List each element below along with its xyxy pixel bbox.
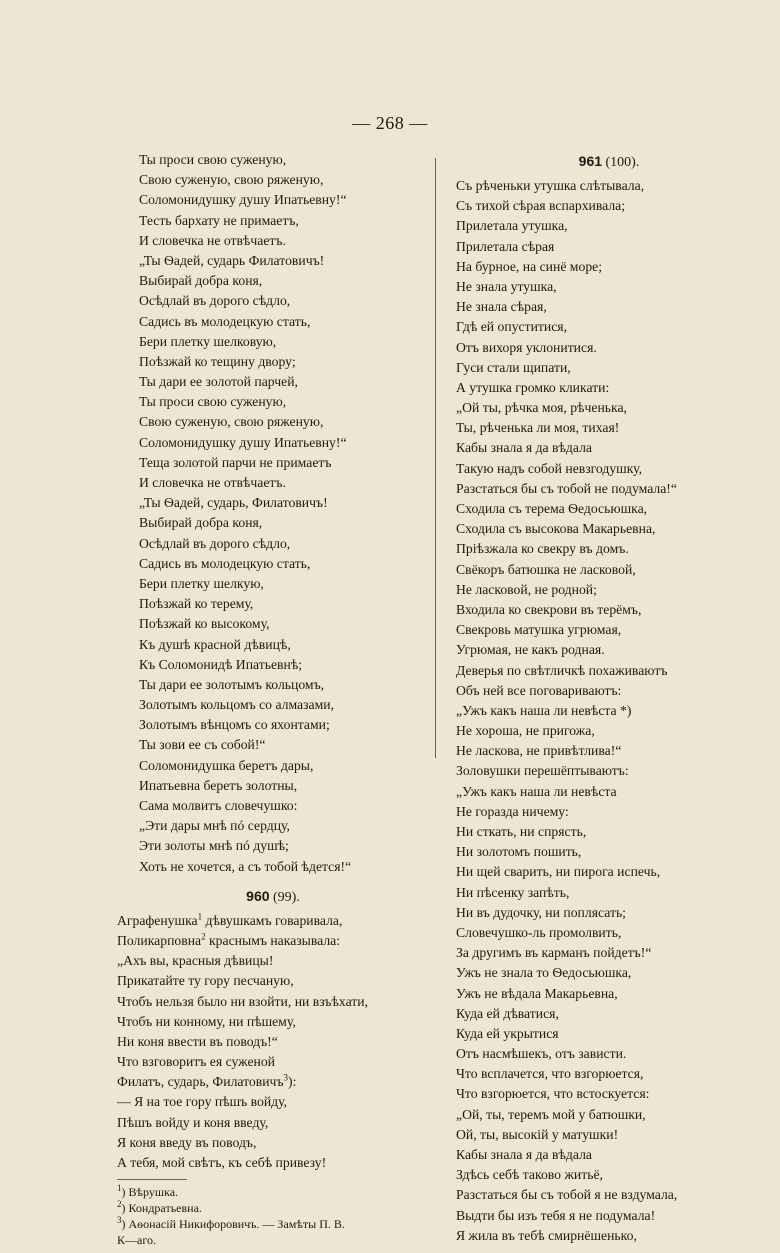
verse-line: „Ой, ты, теремъ мой у батюшки, — [456, 1106, 646, 1122]
verse-text-rest: дѣвушкамъ говаривала, — [202, 912, 343, 928]
verse-line: Ни щей сварить, ни пирога испечь, — [456, 864, 661, 880]
verse-line: И словечка не отвѣчаетъ. — [139, 475, 286, 490]
footnote-text: К—аго. — [117, 1233, 156, 1248]
footnote-text: ) Аѳонасій Никифоровичъ. — Замѣты П. В. — [121, 1217, 345, 1232]
verse-line: Ты проси свою суженую, — [139, 394, 287, 410]
verse-line — [117, 1133, 429, 1153]
verse-text: А тебя, мой свѣтъ, къ себѣ привезу! — [117, 1155, 327, 1170]
verse-line: Ни въ дудочку, ни поплясать; — [456, 904, 626, 920]
verse-line: А утушка громко кликати: — [456, 379, 610, 395]
left-column — [117, 150, 429, 1248]
verse-line: Съ рѣченьки утушка слѣтывала, — [456, 178, 645, 193]
verse-line: Куда ей дѣватися, — [456, 1005, 559, 1021]
footnote-text: ) Кондратьевна. — [121, 1201, 202, 1216]
verse-line: Угрюмая, не какъ родная. — [456, 642, 605, 658]
footnote-text: ) Вѣрушка. — [121, 1185, 179, 1200]
verse-line: Ипатьевна беретъ золотны, — [139, 777, 298, 793]
verse-line: Соломонидушка беретъ дары, — [139, 757, 314, 773]
verse-line: Объ ней все поговариваютъ: — [456, 682, 622, 698]
poem-continuation — [117, 150, 429, 877]
footnote-number: 3 — [117, 1215, 122, 1226]
footnote-mark: 2 — [201, 931, 206, 942]
poem-number: 961 — [578, 153, 603, 169]
verse-line: Сходила съ высокова Макарьевна, — [456, 521, 656, 537]
verse-line: Къ Соломонидѣ Ипатьевнѣ; — [139, 656, 303, 672]
verse-line: Куда ей укрытися — [456, 1025, 559, 1041]
verse-line: Не ласкова, не привѣтлива!“ — [456, 743, 622, 759]
verse-line — [117, 931, 429, 951]
footnotes — [117, 1184, 429, 1248]
verse-line: Не хороша, не пригожа, — [456, 723, 595, 739]
verse-line: „Ой ты, рѣчка моя, рѣченька, — [456, 400, 627, 416]
verse-line: Свою суженую, свою ряженую, — [139, 414, 324, 430]
verse-line: Прилетала сѣрая — [456, 238, 555, 254]
verse-line: Садись въ молодецкую стать, — [139, 313, 311, 329]
verse-line: Гдѣ ей опуститися, — [456, 319, 568, 335]
verse-line: Не горазда ничему: — [456, 803, 569, 819]
verse-text: Филатъ, сударь, Филатовичъ — [117, 1074, 284, 1090]
verse-line: Поѣзжай ко терему, — [139, 596, 254, 612]
verse-line: „Ужъ какъ наша ли невѣста — [456, 783, 617, 799]
verse-line: Кабы знала я да вѣдала — [456, 440, 592, 456]
footnote — [117, 1200, 429, 1216]
verse-line: Ужъ не вѣдала Макарьевна, — [456, 985, 618, 1001]
verse-line: Ты проси свою суженую, — [139, 152, 287, 167]
verse-line: Ни пѣсенку запѣть, — [456, 884, 570, 900]
verse-line: Словечушко-ль промолвить, — [456, 924, 622, 940]
verse-line: Ты, рѣченька ли моя, тихая! — [456, 420, 620, 436]
page-number: — 268 — — [352, 113, 428, 133]
verse-line: Я жила въ тебѣ смирнёшенько, — [456, 1227, 637, 1243]
verse-line: Ты дари ее золотой парчей, — [139, 374, 298, 390]
verse-line: И словечка не отвѣчаетъ. — [139, 232, 286, 248]
verse-line: Деверья по свѣтличкѣ похаживаютъ — [456, 662, 668, 678]
verse-line: Разстаться бы съ тобой я не вздумала, — [456, 1187, 678, 1203]
poem-960-heading — [117, 885, 429, 907]
verse-line — [117, 951, 429, 971]
verse-line: Поѣзжай ко тещину двору; — [139, 353, 296, 369]
verse-line: Къ душѣ красной дѣвицѣ, — [139, 636, 291, 652]
verse-text: Поликарповна — [117, 932, 202, 948]
poem-number: 960 — [246, 887, 270, 904]
verse-line: Выдти бы изъ тебя я не подумала! — [456, 1207, 656, 1223]
verse-line: Пріѣзжала ко свекру въ домъ. — [456, 541, 629, 557]
verse-line: Ты зови ее съ собой!“ — [139, 737, 266, 753]
verse-line: На бурное, на синё море; — [456, 258, 603, 274]
verse-line — [117, 971, 429, 991]
verse-line: Золовушки перешёптываютъ: — [456, 763, 629, 779]
footnote — [117, 1184, 429, 1200]
verse-text: — Я на тое гору пѣшъ войду, — [117, 1094, 288, 1110]
verse-line: Отъ вихоря уклонитися. — [456, 339, 597, 355]
verse-line: „Ты Ѳадей, сударь, Филатовичъ! — [139, 495, 328, 511]
poem-961-heading — [456, 150, 762, 172]
verse-line: Бери плетку шелковую, — [139, 333, 277, 349]
verse-text: Чтобъ нельзя было ни взойти, ни взъѣхати, — [117, 993, 369, 1009]
verse-line — [117, 1153, 429, 1173]
verse-line — [117, 1072, 429, 1092]
verse-line: Свекровь матушка угрюмая, — [456, 622, 622, 638]
verse-line: Выбирай добра коня, — [139, 515, 263, 531]
verse-text: Аграфенушка — [117, 912, 198, 928]
verse-text: Прикатайте ту гору песчаную, — [117, 973, 294, 989]
footnote-rule — [117, 1179, 187, 1180]
verse-line: Хоть не хочется, а съ тобой ѣдется!“ — [139, 858, 352, 874]
verse-text: Ни коня ввести въ поводъ!“ — [117, 1033, 278, 1049]
verse-line: Не знала утушка, — [456, 278, 557, 294]
poem-variant: (100). — [605, 155, 640, 170]
verse-text: Чтобъ ни конному, ни пѣшему, — [117, 1013, 296, 1029]
verse-line: Золотымъ вѣнцомъ со яхонтами; — [139, 717, 330, 733]
verse-line: Что взгорюется, что встоскуется: — [456, 1086, 650, 1102]
footnote-mark: 3 — [283, 1072, 289, 1083]
verse-line: Отъ насмѣшекъ, отъ зависти. — [456, 1046, 627, 1062]
verse-line: Тесть бархату не примаетъ, — [139, 212, 299, 228]
verse-text-rest: краснымъ наказывала: — [205, 932, 341, 948]
footnote — [117, 1232, 429, 1248]
verse-text-rest: ): — [288, 1074, 297, 1090]
verse-line: Садись въ молодецкую стать, — [139, 555, 311, 571]
verse-line: Ужъ не знала то Ѳедосьюшка, — [456, 965, 632, 981]
verse-line: Кабы знала я да вѣдала — [456, 1147, 592, 1162]
verse-line: Ты дари ее золотымъ кольцомъ, — [139, 676, 325, 692]
verse-line: Сходила съ терема Ѳедосьюшка, — [456, 501, 648, 516]
verse-line: Соломонидушку душу Ипатьевну!“ — [139, 192, 347, 208]
column-divider — [435, 158, 436, 758]
verse-line: Не ласковой, не родной; — [456, 581, 597, 597]
verse-line: Осѣдлай въ дорого сѣдло, — [139, 293, 291, 309]
footnote-mark: 1 — [197, 911, 203, 922]
footnote — [117, 1216, 429, 1232]
verse-line — [117, 1012, 429, 1032]
verse-line: „Ужъ какъ наша ли невѣста *) — [456, 702, 632, 718]
verse-line — [117, 1092, 429, 1112]
verse-line — [117, 1052, 429, 1072]
verse-line: Входила ко свекрови въ терёмъ, — [456, 601, 642, 617]
verse-line: „Эти дары мнѣ пó сердцу, — [139, 818, 290, 834]
verse-line: „Ты Ѳадей, сударь Филатовичъ! — [139, 252, 325, 268]
footnote-number: 2 — [117, 1199, 122, 1210]
verse-text: Пѣшъ войду и коня введу, — [117, 1114, 269, 1130]
verse-line: Бери плетку шелкую, — [139, 575, 264, 591]
verse-text: Что взговоритъ ея суженой — [117, 1054, 276, 1070]
verse-text: Я коня введу въ поводъ, — [117, 1134, 257, 1150]
verse-line: Золотымъ кольцомъ со алмазами, — [139, 697, 335, 713]
verse-line: Поѣзжай ко высокому, — [139, 616, 270, 632]
verse-line: Сама молвитъ словечушко: — [139, 798, 298, 813]
verse-line: Не знала сѣрая, — [456, 299, 547, 315]
verse-line: Эти золоты мнѣ пó душѣ; — [139, 838, 289, 854]
verse-line: Ой, ты, высокій у матушки! — [456, 1126, 619, 1142]
verse-line: Ни сткать, ни спрясть, — [456, 824, 587, 839]
footnote-number: 1 — [117, 1183, 122, 1194]
verse-line: Гуси стали щипати, — [456, 359, 571, 375]
verse-line: Съ тихой сѣрая вспархивала; — [456, 198, 626, 214]
verse-text: „Ахъ вы, красныя дѣвицы! — [117, 953, 274, 969]
verse-line: Ни золотомъ пошить, — [456, 844, 582, 860]
right-column — [456, 150, 762, 1246]
verse-line — [117, 1113, 429, 1133]
verse-line: За другимъ въ карманъ пойдетъ!“ — [456, 945, 652, 961]
verse-line: Такую надъ собой невзгодушку, — [456, 460, 643, 476]
verse-line: Что всплачется, что взгорюется, — [456, 1066, 644, 1082]
verse-line: Свёкоръ батюшка не ласковой, — [456, 561, 636, 577]
poem-variant: (99). — [273, 889, 300, 905]
verse-line — [117, 1032, 429, 1052]
verse-line: Осѣдлай въ дорого сѣдло, — [139, 535, 291, 551]
verse-line: Разстаться бы съ тобой не подумала!“ — [456, 480, 677, 496]
verse-line: Соломонидушку душу Ипатьевну!“ — [139, 434, 347, 450]
poem-961-body — [456, 176, 762, 1246]
verse-line: Теща золотой парчи не примаетъ — [139, 454, 332, 470]
verse-line: Прилетала утушка, — [456, 218, 568, 234]
verse-line: Выбирай добра коня, — [139, 273, 263, 289]
verse-line — [117, 911, 429, 931]
verse-line: Здѣсь себѣ таково житьё, — [456, 1167, 603, 1183]
poem-960-body — [117, 911, 429, 1173]
verse-line: Свою суженую, свою ряженую, — [139, 172, 324, 188]
verse-line — [117, 992, 429, 1012]
